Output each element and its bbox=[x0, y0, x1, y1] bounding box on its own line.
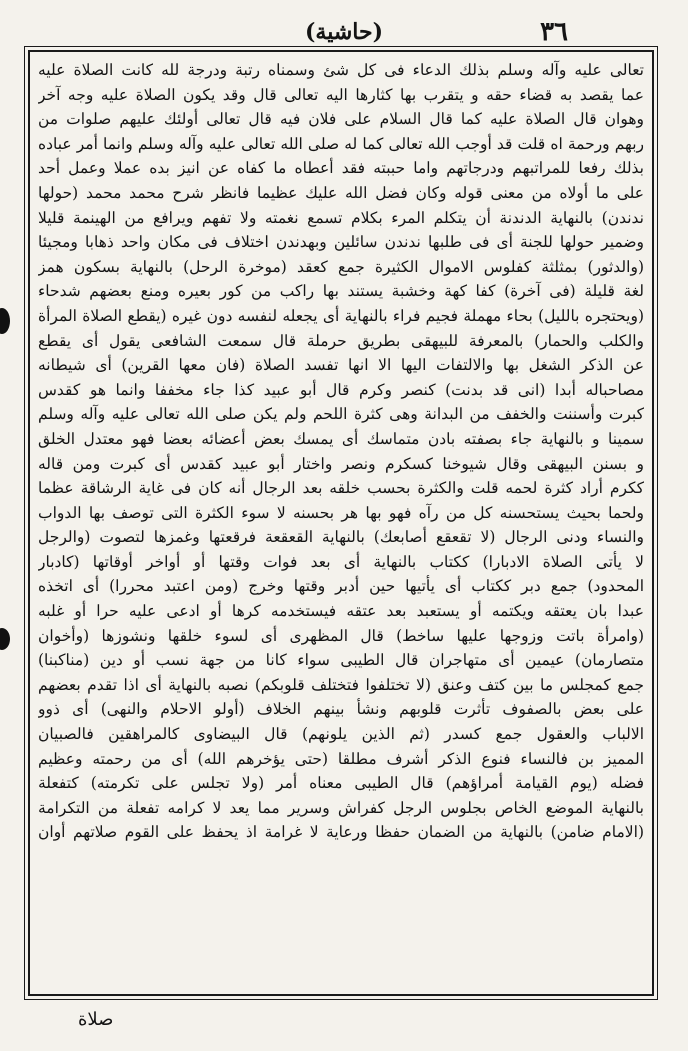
text-line: سمينا و بالنهاية جاء بصفته بادن متماسك أى يمسك بعض أعضائه بعضا فهو معتدل الخلق bbox=[38, 429, 644, 448]
text-line: ربهم ورحمة اه قلت قد أوجب الله تعالى كما له صلى الله تعالى عليه وآله وسلم وانما أمر عباده bbox=[38, 134, 644, 153]
binding-hole-mark bbox=[0, 628, 10, 650]
text-line: ككرم أراد كثرة لحمه قلت والكثرة بحسب خلقه بعد الرجال أنه كان فى غاية الرشاقة عظما bbox=[38, 479, 644, 498]
running-title: (حاشية) bbox=[305, 19, 383, 45]
text-line: عن الذكر الشغل بها والالتفات اليها الا انها تفسد الصلاة (فان معها القرين) أى شيطانه bbox=[38, 356, 644, 375]
text-line: بذلك رفعا للمراتبهم ودرجاتهم واما حببته فقد أعطاه ما كفاه عن انيز بده عملا وعمل أحد bbox=[38, 159, 644, 178]
text-line: على بعض بالصفوف تأثرت قلوبهم ونشأ بينهم الخلاف (أولو الاحلام والنهى) أى ذوو bbox=[38, 700, 644, 719]
text-line: متصارمان) عيمين أى متهاجران قال الطيبى سواء كانا من جهة نسب أو دين (مناكبنا) bbox=[38, 651, 644, 670]
text-line: (ويحتجره بالليل) بحاء مهملة فجيم فراء بالنهاية أى يجعله لنفسه دون غيره (يقطع الصلاة المرأة bbox=[38, 306, 644, 325]
text-line: (والدثور) بمثلثة كفلوس الاموال الكثيرة جمع كعقد (موخرة الرحل) بالنهاية بسكون همز bbox=[38, 257, 644, 276]
text-line: المحدود) جمع دبر ككتاب أى يأتيها حين أدبر وقتها وخرج (ومن اعتبد محررا) أى اتخذه bbox=[38, 577, 644, 596]
text-line: على ما أولاه من معنى قوله وكان فضل الله عليك عظيما فانظر شرح محمد محمد (حولها bbox=[38, 183, 644, 202]
text-line: المميز بن فالنساء فنوع الذكر أشرف مطلقا (حتى يؤخرهم الله) أى من رحمته وعظيم bbox=[38, 749, 644, 768]
text-line: والنساء ودنى الرجال (لا تقعقع أصابعك) بالنهاية القعقعة فرقعتها وغمزها لتصوت (والرجل bbox=[38, 528, 644, 547]
text-line: وضمير حولها للجنة أى فى طلبها ندندن سائلين وبهدندن اختلاف فى مكان واحد ذهابا ومجيئا bbox=[38, 233, 644, 252]
text-line: (وامرأة باتت وزوجها عليها ساخط) قال المظهرى أى لسوء خلقها ونشوزها (وأخوان bbox=[38, 626, 644, 645]
text-line: ولحما بحيث يستحسنه كل من رآه فهو بها هر بحسنه لا سوء الكثرة التى توصف بها الدواب bbox=[38, 503, 644, 522]
text-line: الالباب والعقول جمع كسدر (ثم الذين يلونهم) قال البيضاوى كالمراهقين فالصبيان bbox=[38, 725, 644, 744]
text-line: ندندن) بالنهاية الدندنة أن يتكلم المرء بكلام تسمع نغمته ولا تفهم ويرافع من الهينمة قليلا bbox=[38, 208, 644, 227]
text-line: جمع كمجلس ما بين كتف وعنق (لا تختلفوا فتختلف قلوبكم) نصبه بالنهاية أى اذا تقدم بعضهم bbox=[38, 675, 644, 694]
text-line: مصاحباله أبدا (انى قد بدنت) كنصر وكرم قال أبو عبيد كذا جاء مخففا وانما هو كقدس bbox=[38, 380, 644, 399]
page-header bbox=[40, 16, 648, 48]
catchword: صلاة bbox=[78, 1009, 114, 1030]
text-line: (الامام ضامن) بالنهاية من الضمان حفظا ورعاية لا غرامة اذ يحفظ على القوم صلاتهم أوان bbox=[38, 823, 644, 842]
text-line: والكلب والحمار) بالمعرفة للبيهقى بطريق حرملة قال سمعت الشافعى يقول أى يقطع bbox=[38, 331, 644, 350]
text-line: كبرت وأسننت والخفف من البدانة وهى كثرة اللحم ولم يكن صلى الله تعالى عليه وآله وسلم bbox=[38, 405, 644, 424]
body-text bbox=[38, 58, 644, 845]
text-line: عبدا بان يعتقه ويكتمه أو يستعبد بعد عتقه فيستخدمه كرها أو ادعى عليه حرا أو غلبه bbox=[38, 602, 644, 621]
binding-hole-mark bbox=[0, 308, 10, 334]
text-line: لا يأتى الصلاة الادبارا) ككتاب بالنهاية أى بعد فوات وقتها أو أواخر أوقاتها (كادبار bbox=[38, 552, 644, 571]
text-line: لغة قليلة (فى آخرة) كفا كهة وخشبة يستند بها راكب من كور بعيره ومنع بعضهم شدحاء bbox=[38, 282, 644, 301]
text-line: تعالى عليه وآله وسلم بذلك الدعاء فى كل شئ وسمناه رتبة ودرجة لله كانت الصلاة عليه bbox=[38, 61, 644, 79]
text-line: عما يقصد به قضاء حقه و يتقرب بها كثارها اليه تعالى قال وقد يكون الصلاة عليه وجه آخر bbox=[38, 85, 644, 104]
text-line: وهوان قال الصلاة عليه كما قال السلام على فلان فيه قال تعالى أولئك عليهم صلوات من bbox=[38, 110, 644, 129]
page-number: ٣٦ bbox=[540, 17, 568, 47]
text-frame bbox=[28, 50, 654, 996]
text-line: و بسنن البيهقى وقال شيوخنا كسكرم ونصر واختار أبو عبيد كقدس أى كبرت ومن قاله bbox=[38, 454, 644, 473]
text-line: بالنهاية الموضع الخاص بجلوس الرجل كفراش وسرير مما يعد لا كرامه تفعلة من التكرامة bbox=[38, 798, 644, 817]
text-line: فضله (يوم القيامة أمراؤهم) قال الطيبى معناه أمر (ولا تجلس على تكرمته) كتفعلة bbox=[38, 774, 644, 793]
